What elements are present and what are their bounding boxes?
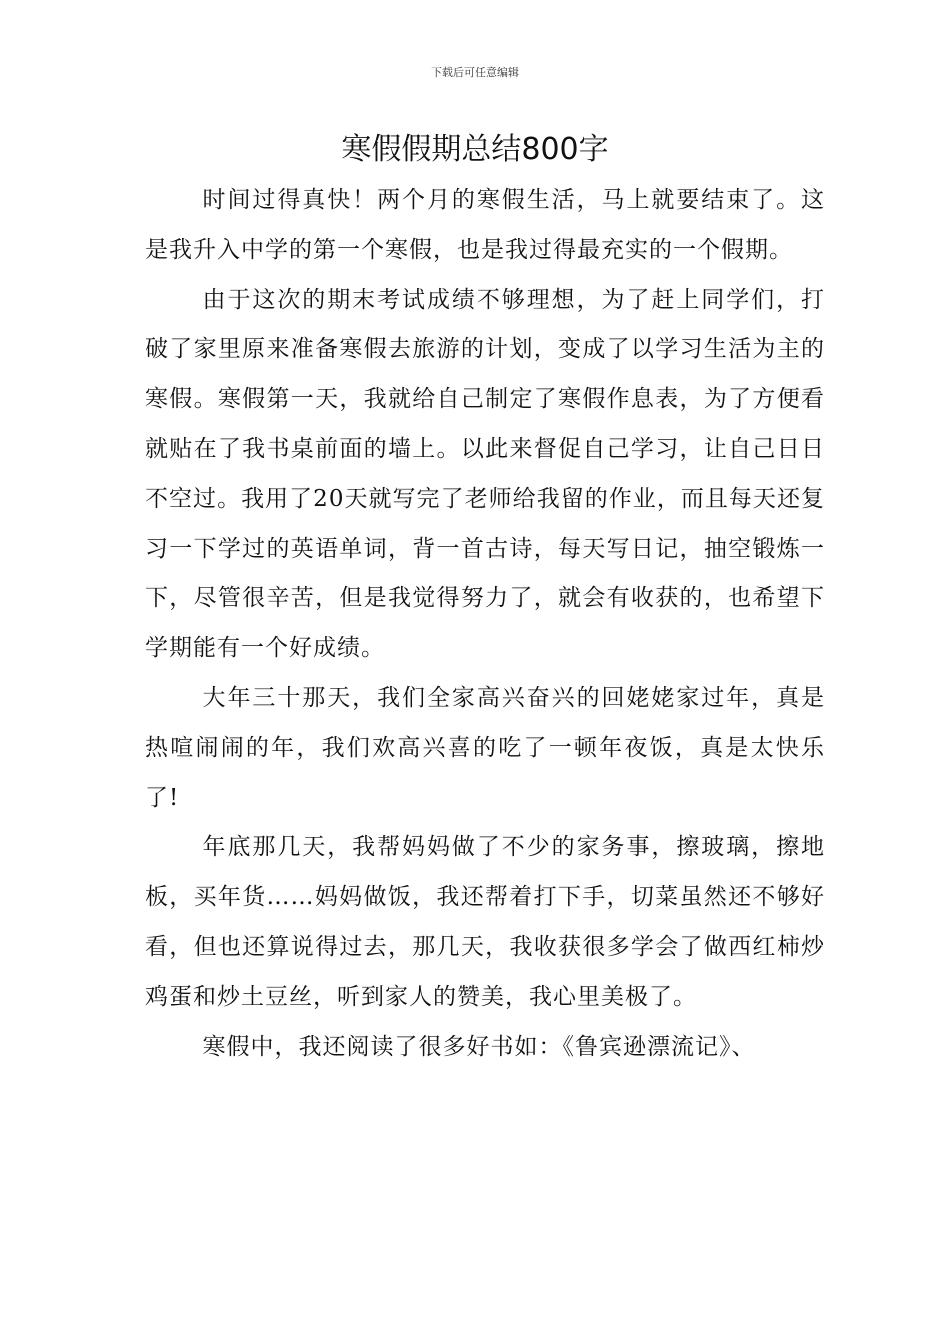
paragraph-5: 寒假中，我还阅读了很多好书如：《鲁宾逊漂流记》、: [202, 1033, 756, 1060]
paragraph-2: 由于这次的期末考试成绩不够理想，为了赶上同学们，打破了家里原来准备寒假去旅游的计划，变成了以学习生活为主的寒假。寒假第一天，我就给自己制定了寒假作息表，为了方便看就贴在了我书桌前面的墙上。以此来督促自己学习，让自己日日不空过。我用了20天就写完了老师给我留的作业，而且每天还复习一下学过的英语单词，背一首古诗，每天写日记，抽空锻炼一下，尽管很辛苦，但是我觉得努力了，就会有收获的，也希望下学期能有一个好成绩。: [145, 286, 825, 662]
header-note: 下载后可任意编辑: [431, 66, 519, 79]
paragraph-1: 时间过得真快！两个月的寒假生活，马上就要结束了。这是我升入中学的第一个寒假，也是我过得最充实的一个假期。: [145, 187, 825, 263]
document-body: [145, 176, 825, 1072]
paragraph-3: 大年三十那天，我们全家高兴奋兴的回姥姥家过年，真是热喧闹闹的年，我们欢高兴喜的吃了一顿年夜饭，真是太快乐了!: [145, 684, 825, 811]
page-title: 寒假假期总结800字: [341, 132, 609, 167]
paragraph-4: 年底那几天，我帮妈妈做了不少的家务事，擦玻璃，擦地板，买年货……妈妈做饭，我还帮着打下手，切菜虽然还不够好看，但也还算说得过去，那几天，我收获很多学会了做西红柿炒鸡蛋和炒土豆丝，听到家人的赞美，我心里美极了。: [145, 834, 825, 1010]
